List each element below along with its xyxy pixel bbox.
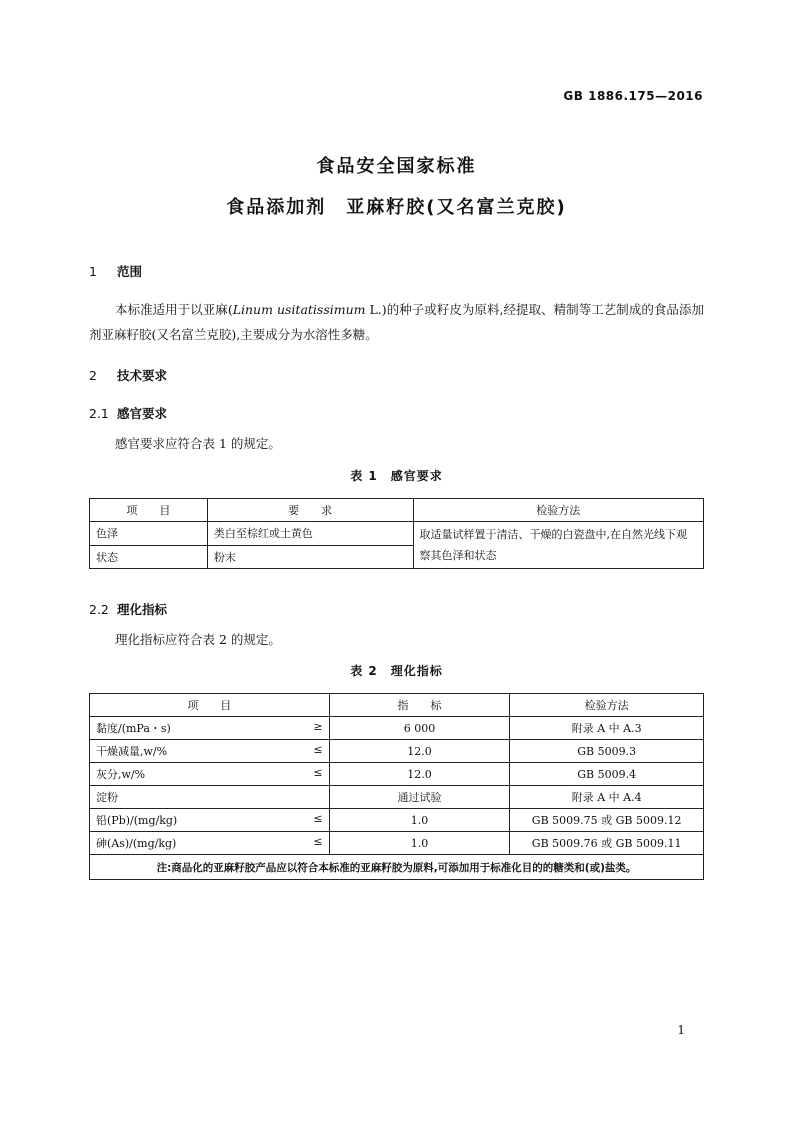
comparison-sign: ≤ <box>313 812 323 825</box>
cell-value: 12.0 <box>329 740 510 763</box>
table-2 <box>89 693 704 880</box>
cell-method: GB 5009.3 <box>510 740 704 763</box>
cell-value: 12.0 <box>329 763 510 786</box>
para-text: 本标准适用于以亚麻( <box>115 302 233 317</box>
table-row <box>90 786 704 809</box>
table-note: 注:商品化的亚麻籽胶产品应以符合本标准的亚麻籽胶为原料,可添加用于标准化目的的糖类和(或)盐类。 <box>90 855 704 880</box>
cell-item: 黏度/(mPa・s) <box>96 722 171 735</box>
document-title: 食品安全国家标准 <box>316 156 477 177</box>
para-text: 感官要求应符合表 1 的规定。 <box>115 436 281 451</box>
section-2-2-heading <box>89 600 167 618</box>
section-title: 技术要求 <box>117 368 168 383</box>
table-1-title: 表 1 感官要求 <box>350 469 443 483</box>
table-header: 检验方法 <box>510 694 704 717</box>
cell-requirement: 粉末 <box>207 545 413 569</box>
document-subtitle: 食品添加剂 亚麻籽胶(又名富兰克胶) <box>226 197 567 218</box>
cell-value: 1.0 <box>329 809 510 832</box>
cell-item: 灰分,w/% <box>96 768 146 781</box>
cell-requirement: 类白至棕红或土黄色 <box>207 522 413 546</box>
section-1-paragraph <box>89 297 704 347</box>
table-row <box>90 522 704 546</box>
table-2-title: 表 2 理化指标 <box>350 664 443 678</box>
table-row <box>90 717 704 740</box>
table-row <box>90 763 704 786</box>
cell-method: 附录 A 中 A.3 <box>510 717 704 740</box>
page-number: 1 <box>677 1023 685 1037</box>
cell-item: 色泽 <box>90 522 208 546</box>
section-title: 理化指标 <box>117 602 168 617</box>
cell-method: 取适量试样置于清洁、干燥的白瓷盘中,在自然光线下观察其色泽和状态 <box>413 522 703 569</box>
comparison-sign: ≤ <box>313 835 323 848</box>
cell-value: 通过试验 <box>329 786 510 809</box>
table-header: 项 目 <box>90 694 330 717</box>
section-title: 感官要求 <box>117 406 168 421</box>
table-row <box>90 809 704 832</box>
section-2-2-paragraph <box>89 627 704 652</box>
table-row <box>90 832 704 855</box>
table-header: 项 目 <box>90 499 208 522</box>
section-number: 2 <box>89 368 97 383</box>
comparison-sign: ≤ <box>313 743 323 756</box>
section-number: 1 <box>89 264 97 279</box>
cell-item: 淀粉 <box>96 791 118 804</box>
cell-item: 干燥减量,w/% <box>96 745 168 758</box>
cell-item: 砷(As)/(mg/kg) <box>96 837 177 850</box>
cell-value: 1.0 <box>329 832 510 855</box>
section-title: 范围 <box>117 264 143 279</box>
section-2-1-heading <box>89 404 167 422</box>
table-header: 要 求 <box>207 499 413 522</box>
section-1-heading <box>89 262 142 280</box>
table-row <box>90 740 704 763</box>
latin-name: Linum usitatissimum <box>232 302 366 317</box>
cell-method: GB 5009.4 <box>510 763 704 786</box>
para-text: L.)的种子或籽皮为原料,经提取、精制等工艺制成的食品添加剂亚麻籽胶(又名富兰克胶),主要成分为水溶性多糖。 <box>89 302 704 342</box>
para-text: 理化指标应符合表 2 的规定。 <box>115 632 281 647</box>
cell-method: 附录 A 中 A.4 <box>510 786 704 809</box>
table-1 <box>89 498 704 569</box>
cell-method: GB 5009.76 或 GB 5009.11 <box>510 832 704 855</box>
section-number: 2.2 <box>89 602 109 617</box>
section-number: 2.1 <box>89 406 109 421</box>
comparison-sign: ≥ <box>313 720 323 733</box>
table-header: 指 标 <box>329 694 510 717</box>
section-2-1-paragraph <box>89 431 704 456</box>
section-2-heading <box>89 366 167 384</box>
cell-value: 6 000 <box>329 717 510 740</box>
table-header: 检验方法 <box>413 499 703 522</box>
cell-item: 状态 <box>90 545 208 569</box>
cell-item: 铅(Pb)/(mg/kg) <box>96 814 178 827</box>
comparison-sign: ≤ <box>313 766 323 779</box>
standard-code: GB 1886.175—2016 <box>563 89 703 103</box>
cell-method: GB 5009.75 或 GB 5009.12 <box>510 809 704 832</box>
